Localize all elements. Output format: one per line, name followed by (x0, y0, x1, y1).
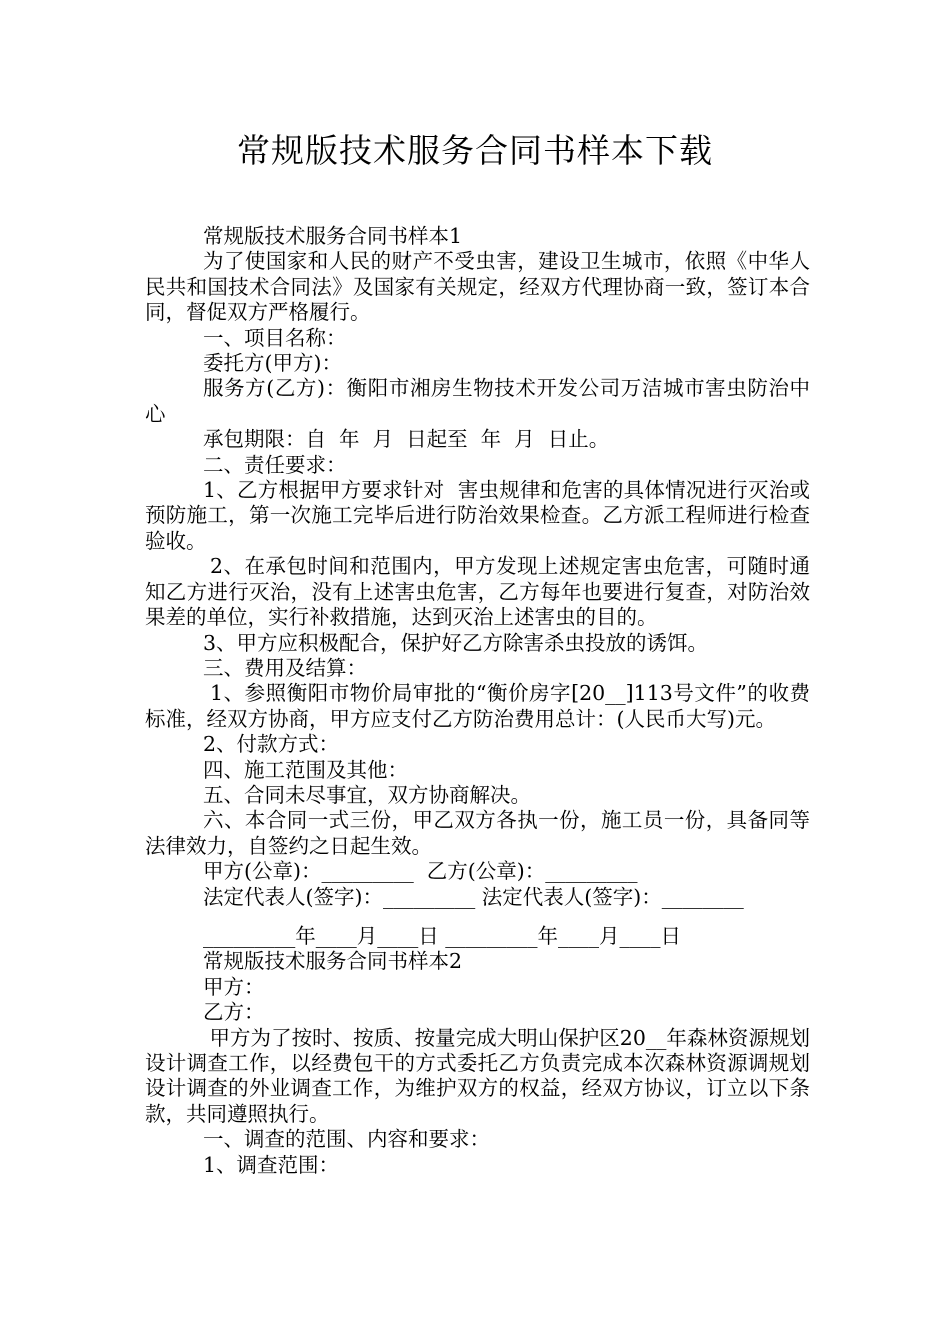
paragraph: 二、责任要求： (203, 452, 347, 477)
date-line: _________年____月____日 _________年____月____日 (203, 923, 682, 948)
paragraph: 四、施工范围及其他： (203, 757, 408, 782)
paragraph: 委托方(甲方)： (203, 351, 342, 376)
paragraph: 三、费用及结算： (203, 655, 367, 680)
paragraph: 六、本合同一式三份，甲乙双方各执一份，施工员一份，具备同等法律效力，自签约之日起生效。 (145, 808, 810, 858)
paragraph: 3、甲方应积极配合，保护好乙方除害杀虫投放的诱饵。 (203, 630, 709, 655)
paragraph: 1、参照衡阳市物价局审批的“衡价房字[20__]113号文件”的收费标准，经双方协商，甲方应支付乙方防治费用总计：(人民币大写)元。 (145, 681, 810, 731)
document-title: 常规版技术服务合同书样本下载 (237, 131, 713, 170)
paragraph: 五、合同未尽事宜，双方协商解决。 (203, 782, 531, 807)
paragraph: 一、调查的范围、内容和要求： (203, 1127, 490, 1152)
section-heading: 常规版技术服务合同书样本2 (203, 949, 463, 974)
paragraph: 2、付款方式： (203, 732, 340, 757)
paragraph: 1、乙方根据甲方要求针对 害虫规律和危害的具体情况进行灭治或预防施工，第一次施工完毕后进行防治效果检查。乙方派工程师进行检查验收。 (145, 478, 810, 553)
paragraph: 2、在承包时间和范围内，甲方发现上述规定害虫危害，可随时通知乙方进行灭治，没有上述害虫危害，乙方每年也要进行复查，对防治效果差的单位，实行补救措施，达到灭治上述害虫的目的。 (145, 554, 810, 630)
document-body (145, 224, 810, 1178)
paragraph: 承包期限：自 年 月 日起至 年 月 日止。 (203, 427, 610, 452)
paragraph: 甲方为了按时、按质、按量完成大明山保护区20__年森林资源规划设计调查工作，以经费包干的方式委托乙方负责完成本次森林资源调规划设计调查的外业调查工作，为维护双方的权益，经双方协议，订立以下条款，共同遵照执行。 (145, 1025, 810, 1126)
paragraph: 1、调查范围： (203, 1152, 340, 1177)
section-heading: 常规版技术服务合同书样本1 (203, 224, 463, 248)
paragraph: 服务方(乙方)：衡阳市湘房生物技术开发公司万洁城市害虫防治中心 (145, 376, 810, 426)
paragraph: 乙方： (203, 1000, 265, 1025)
paragraph: 为了使国家和人民的财产不受虫害，建设卫生城市，依照《中华人民共和国技术合同法》及国家有关规定，经双方代理协商一致，签订本合同，督促双方严格履行。 (145, 249, 810, 325)
signature-line: 法定代表人(签字)：_________ 法定代表人(签字)：________ (203, 884, 744, 909)
paragraph: 甲方： (203, 974, 265, 999)
signature-line: 甲方(公章)：_________ 乙方(公章)：_________ (203, 859, 638, 884)
paragraph: 一、项目名称： (203, 325, 347, 350)
